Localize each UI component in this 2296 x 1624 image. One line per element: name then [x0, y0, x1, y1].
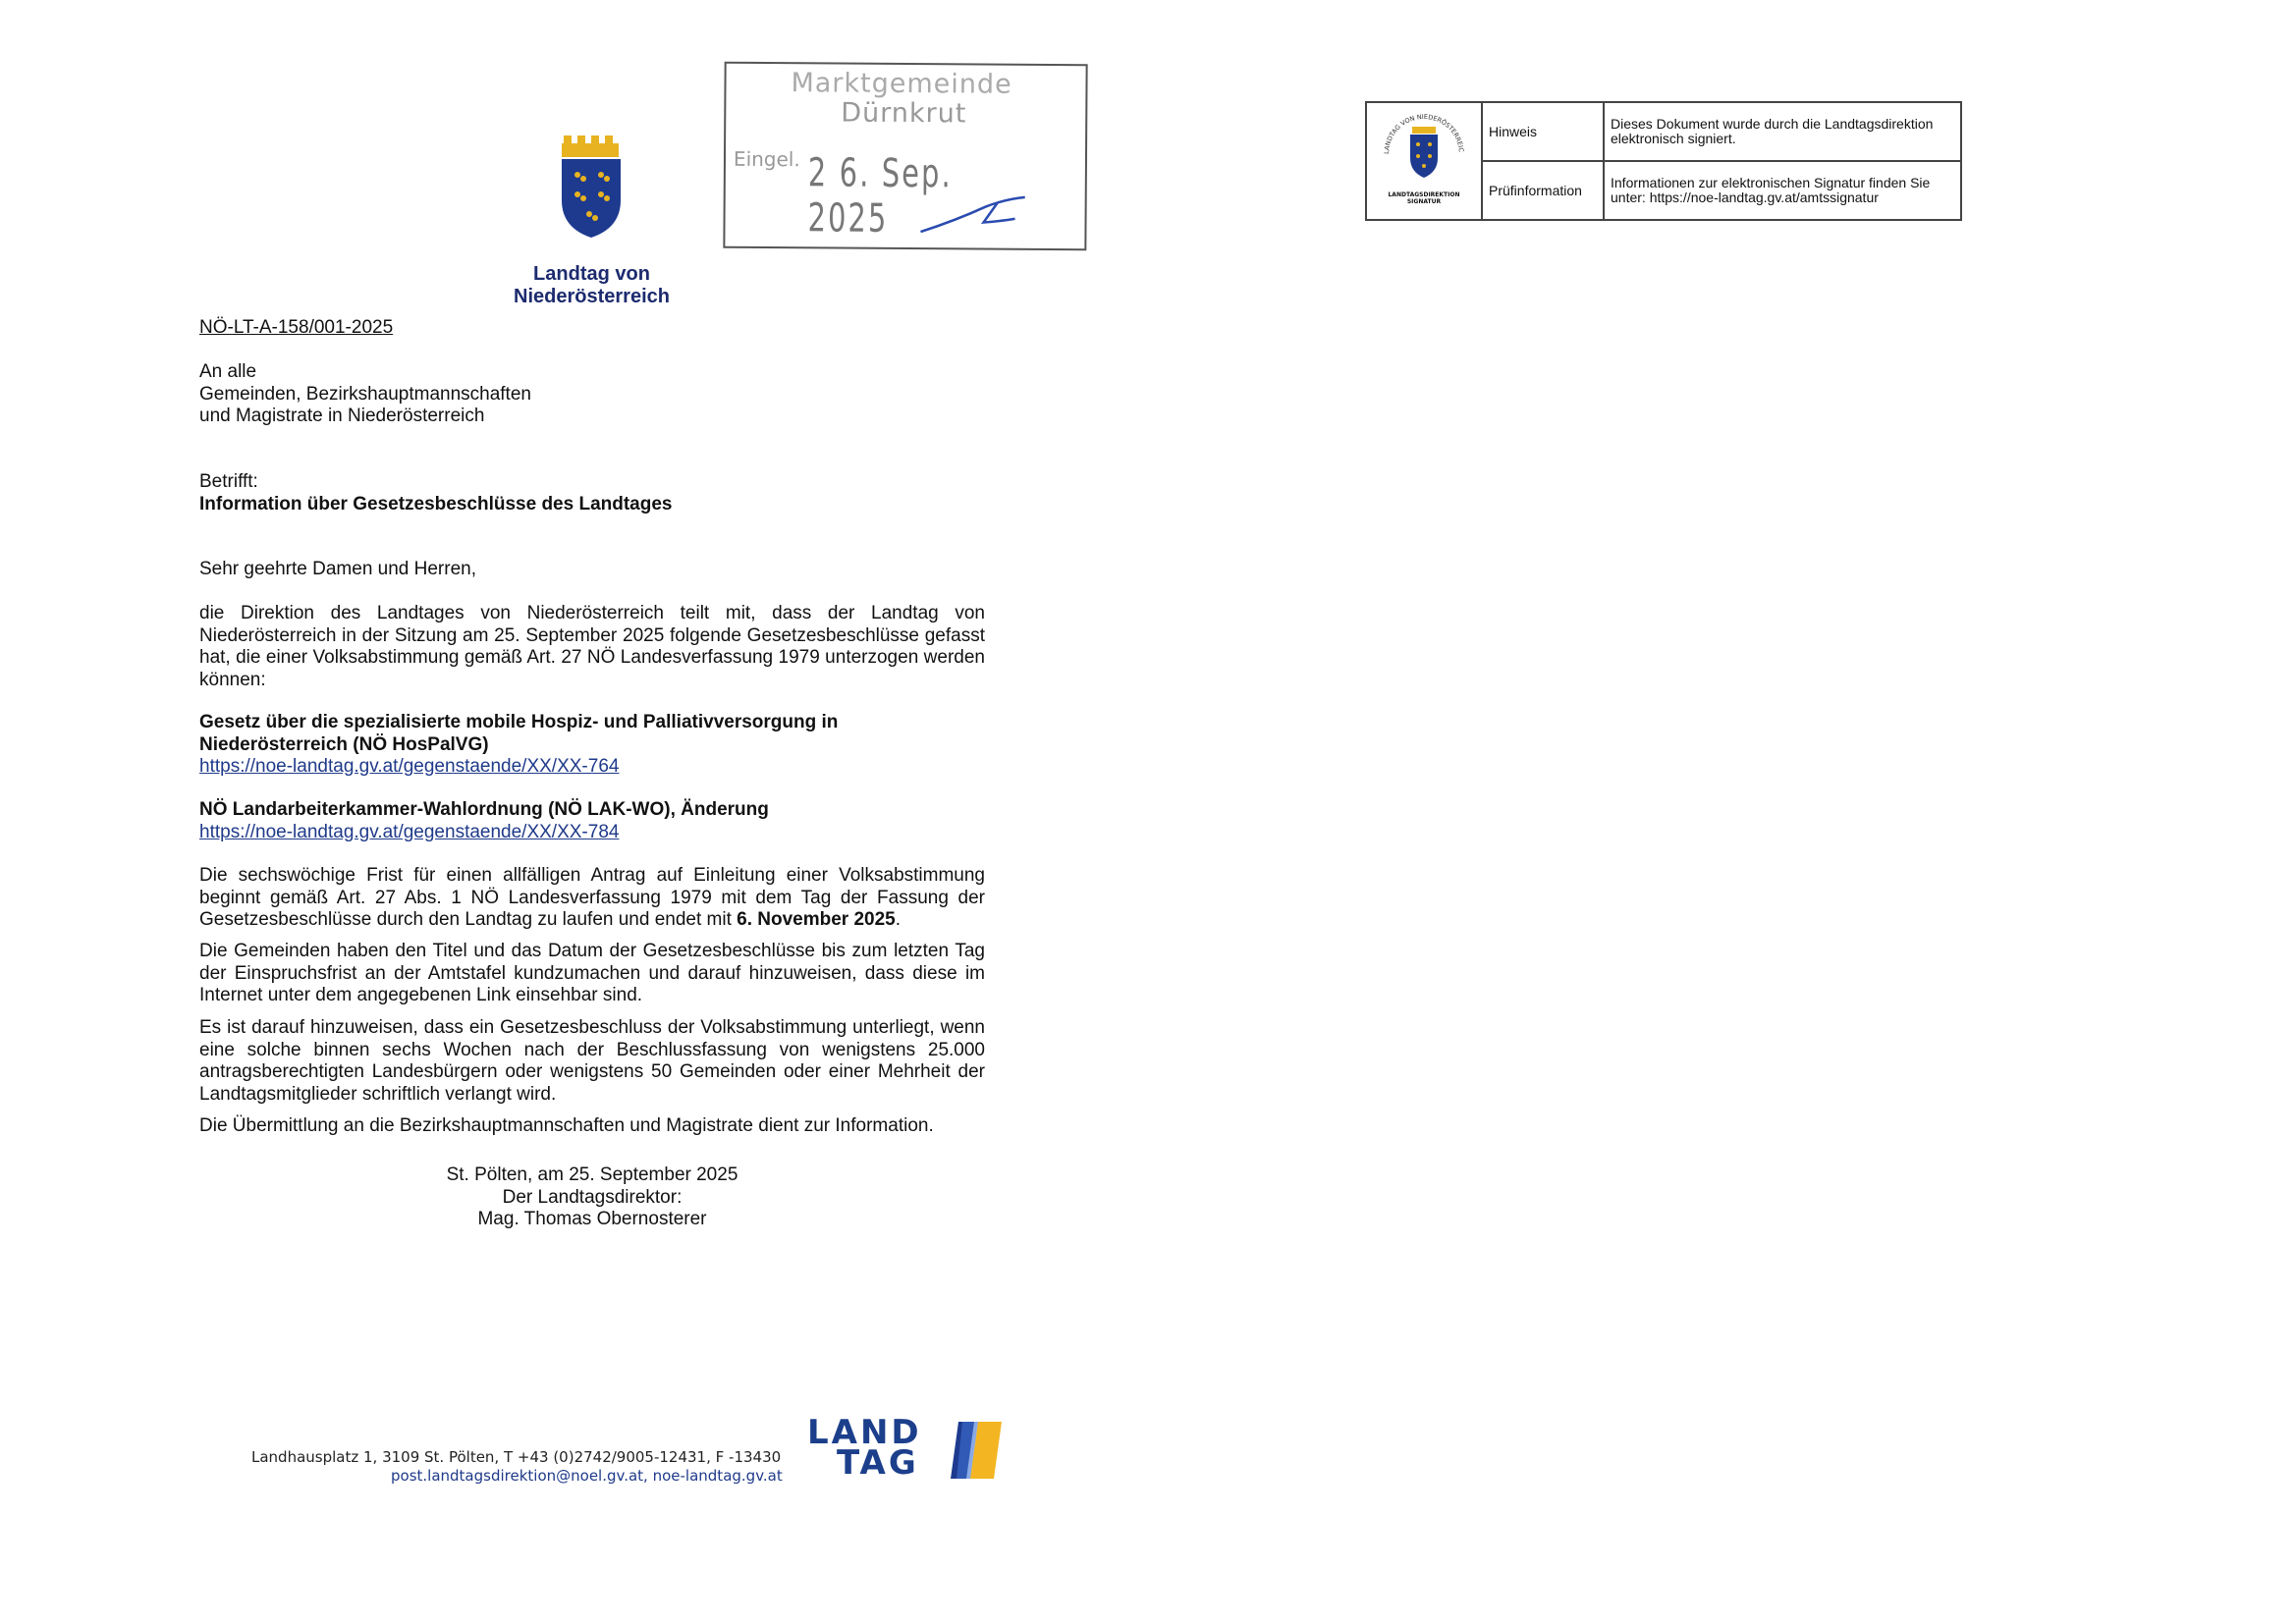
closing-block: [396, 1164, 789, 1231]
salutation: Sehr geehrte Damen und Herren,: [199, 559, 476, 579]
stamp-line-1: Marktgemeinde: [791, 68, 1012, 100]
handwritten-signature-icon: [916, 192, 1034, 246]
recipient-line: An alle: [199, 361, 257, 382]
signature-info-box: [1365, 101, 1962, 221]
sigbox-value-pruefinformation: Informationen zur elektronischen Signatur finden Sie unter: https://noe-landtag.gv.at/amtssignatur: [1604, 161, 1961, 220]
seal-ring-text: LANDTAG VON NIEDERÖSTERREIC: [1382, 112, 1465, 154]
law-link[interactable]: https://noe-landtag.gv.at/gegenstaende/XX/XX-764: [199, 756, 620, 777]
municipalities-paragraph: Die Gemeinden haben den Titel und das Datum der Gesetzesbeschlüsse bis zum letzten Tag der Einspruchsfrist an der Amtstafel kundzumachen und darauf hinzuweisen, dass diese im Internet unter dem angegebenen Link einsehbar sind.: [199, 941, 985, 1005]
signature-seal: [1366, 102, 1482, 220]
landtag-logo: [807, 1413, 1004, 1483]
logo-wordmark: [807, 1413, 922, 1483]
recipient-block: [199, 361, 531, 428]
sigbox-value-hinweis: Dieses Dokument wurde durch die Landtagsdirektion elektronisch signiert.: [1604, 102, 1961, 161]
footer-address: Landhausplatz 1, 3109 St. Pölten, T +43 (0)2742/9005-12431, F -13430: [251, 1448, 782, 1466]
subject-label: Betrifft:: [199, 471, 258, 492]
logo-flag-icon: [945, 1422, 1004, 1479]
deadline-date: 6. November 2025: [737, 909, 896, 930]
subject-block: [199, 471, 672, 515]
intro-paragraph: die Direktion des Landtages von Niederösterreich teilt mit, dass der Landtag von Niederösterreich in der Sitzung am 25. September 2025 folgende Gesetzesbeschlüsse gefasst hat, die einer Volksabstimmung gemäß Art. 27 NÖ Landesverfassung 1979 unterzogen werden können:: [199, 603, 985, 690]
deadline-text: Die sechswöchige Frist für einen allfälligen Antrag auf Einleitung einer Volksabstimmung beginnt gemäß Art. 27 Abs. 1 NÖ Landesverfassung 1979 mit dem Tag der Fassung der Gesetzesbeschlüsse durch den Landtag zu laufen und endet mit: [199, 865, 985, 930]
stamp-date: 2 6. Sep. 2025: [807, 150, 954, 242]
sigbox-label-hinweis: Hinweis: [1482, 102, 1604, 161]
closing-name: Mag. Thomas Obernosterer: [477, 1209, 707, 1229]
referendum-paragraph: Es ist darauf hinzuweisen, dass ein Gesetzesbeschluss der Volksabstimmung unterliegt, wenn eine solche binnen sechs Wochen nach der Beschlussfassung von wenigstens 25.000 antragsberechtigten Landesbürgern oder wenigstens 50 Gemeinden oder einer Mehrheit der Landtagsmitglieder schriftlich verlangt wird.: [199, 1017, 985, 1105]
institution-heading: Landtag von Niederösterreich: [514, 263, 670, 307]
law-title: Gesetz über die spezialisierte mobile Hospiz- und Palliativversorgung in Niederösterreich (NÖ HosPalVG): [199, 712, 839, 755]
signature-seal-icon: [1375, 109, 1473, 211]
stamp-line-2: Dürnkrut: [841, 97, 967, 130]
sigbox-label-pruefinformation: Prüfinformation: [1482, 161, 1604, 220]
reference-number: NÖ-LT-A-158/001-2025: [199, 317, 394, 338]
deadline-paragraph: [199, 865, 985, 932]
law-title: NÖ Landarbeiterkammer-Wahlordnung (NÖ LAK-WO), Änderung: [199, 799, 769, 820]
deadline-end: .: [895, 909, 902, 930]
law-link[interactable]: https://noe-landtag.gv.at/gegenstaende/XX/XX-784: [199, 821, 620, 842]
seal-caption: LANDTAGSDIREKTION SIGNATUR: [1388, 190, 1460, 205]
closing-role: Der Landtagsdirektor:: [502, 1186, 683, 1208]
stamp-received-label: Eingel.: [733, 146, 800, 172]
law-item: [199, 712, 887, 779]
coat-of-arms-icon: [558, 132, 627, 240]
recipient-line: und Magistrate in Niederösterreich: [199, 406, 485, 426]
footer-contact: post.landtagsdirektion@noel.gv.at, noe-landtag.gv.at: [391, 1467, 783, 1485]
closing-place-date: St. Pölten, am 25. September 2025: [446, 1164, 738, 1185]
recipient-line: Gemeinden, Bezirkshauptmannschaften: [199, 383, 531, 405]
law-item: [199, 799, 887, 843]
subject-title: Information über Gesetzesbeschlüsse des Landtages: [199, 493, 673, 514]
information-paragraph: Die Übermittlung an die Bezirkshauptmannschaften und Magistrate dient zur Information.: [199, 1115, 934, 1136]
logo-line-1: LAND: [807, 1413, 922, 1452]
received-stamp: [723, 62, 1087, 251]
logo-line-2: TAG: [837, 1443, 919, 1483]
